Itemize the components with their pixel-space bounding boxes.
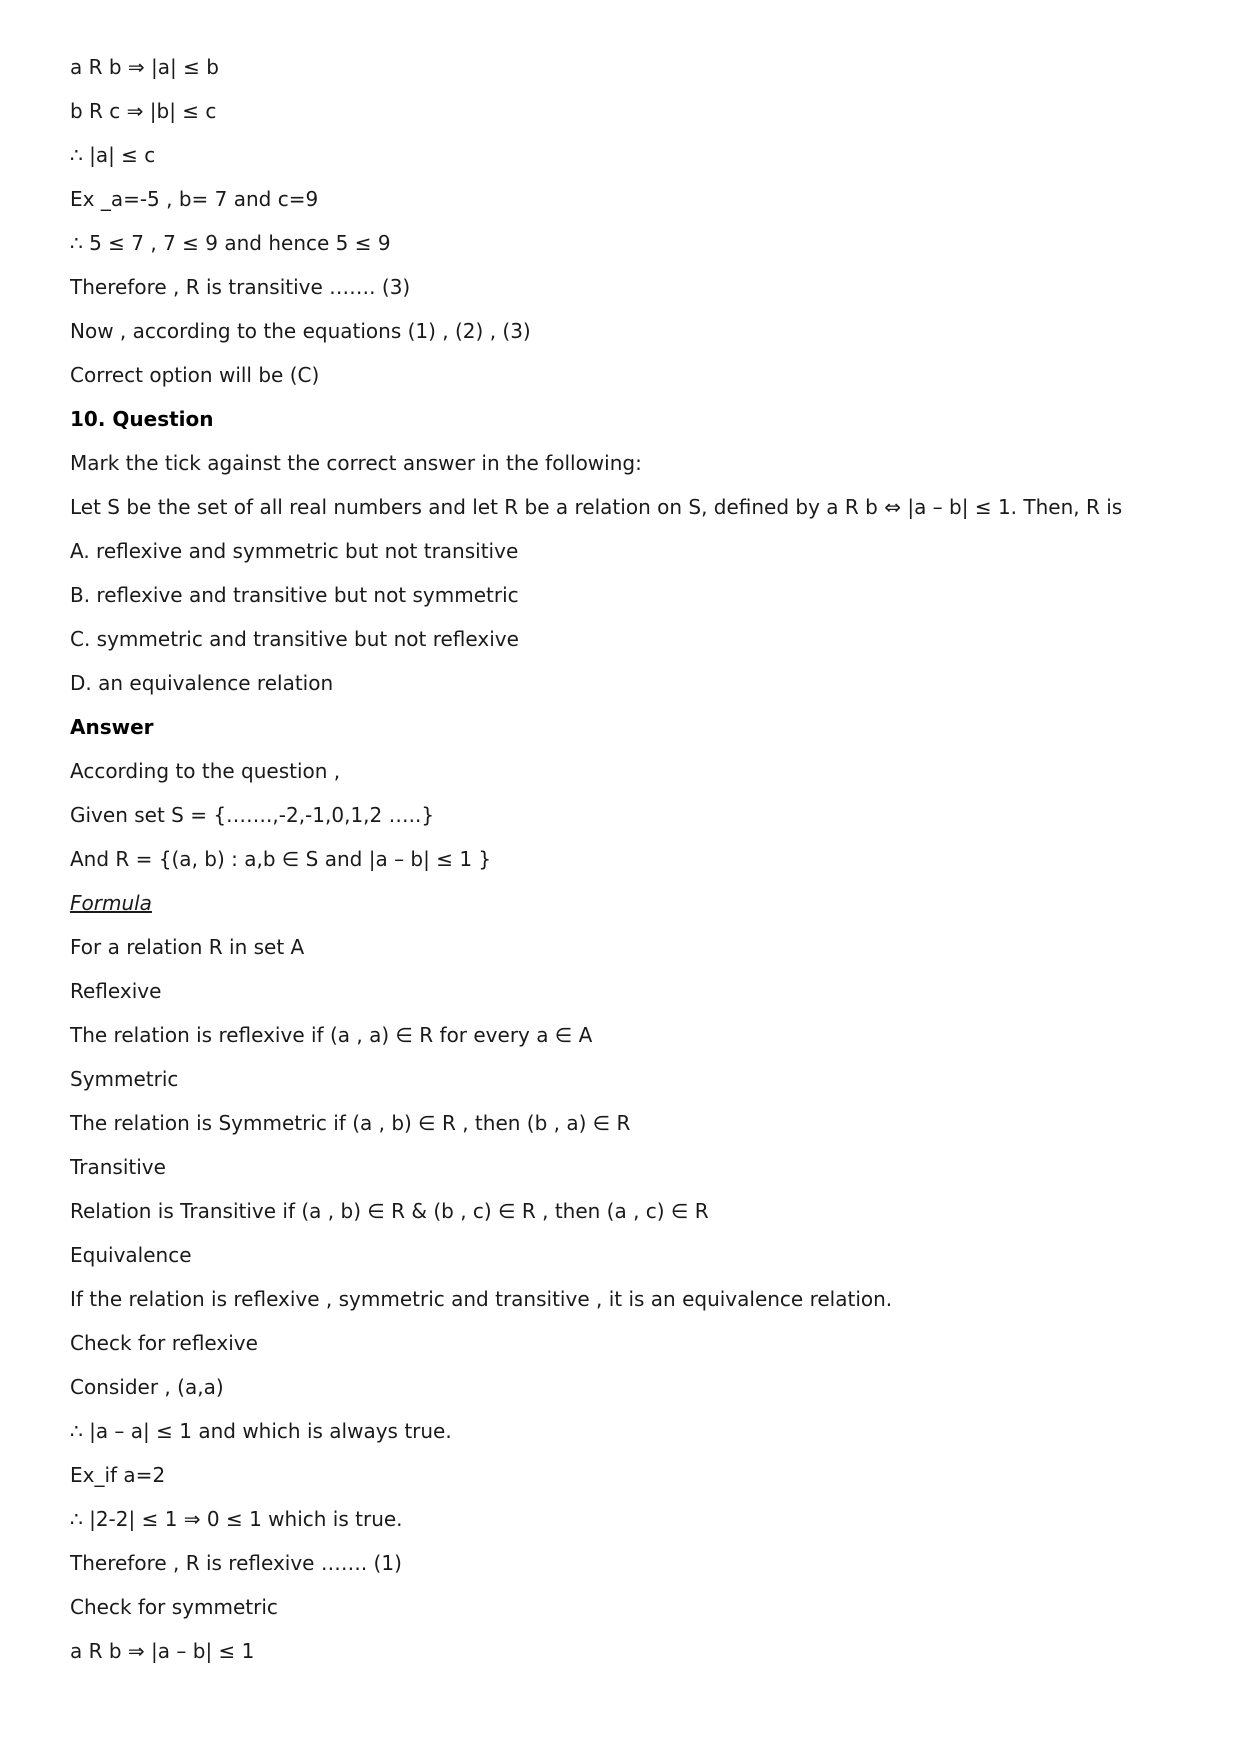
text-line: Ex _a=-5 , b= 7 and c=9 [70, 187, 319, 211]
document-body [70, 55, 1200, 1683]
text-line: b R c ⇒ |b| ≤ c [70, 99, 217, 123]
text-line: For a relation R in set A [70, 935, 305, 959]
text-line: Therefore , R is transitive ……. (3) [70, 275, 411, 299]
text-line: Equivalence [70, 1243, 192, 1267]
text-line: Therefore , R is reflexive ……. (1) [70, 1551, 402, 1575]
text-line: ∴ 5 ≤ 7 , 7 ≤ 9 and hence 5 ≤ 9 [70, 231, 391, 255]
text-line: ∴ |a – a| ≤ 1 and which is always true. [70, 1419, 452, 1443]
formula-heading: Formula [70, 891, 152, 915]
text-line: According to the question , [70, 759, 341, 783]
answer-heading: Answer [70, 715, 154, 739]
text-line: Given set S = {…….,-2,-1,0,1,2 …..} [70, 803, 435, 827]
option-d: D. an equivalence relation [70, 671, 334, 695]
text-line: a R b ⇒ |a – b| ≤ 1 [70, 1639, 255, 1663]
text-line: The relation is reflexive if (a , a) ∈ R for every a ∈ A [70, 1023, 593, 1047]
question-instruction: Mark the tick against the correct answer in the following: [70, 451, 642, 475]
question-statement: Let S be the set of all real numbers and let R be a relation on S, defined by a R b ⇔ |a – b| ≤ 1. Then, R is [70, 495, 1123, 519]
text-line: If the relation is reflexive , symmetric and transitive , it is an equivalence relation. [70, 1287, 893, 1311]
text-line: Ex_if a=2 [70, 1463, 166, 1487]
text-line: a R b ⇒ |a| ≤ b [70, 55, 219, 79]
text-line: Transitive [70, 1155, 166, 1179]
text-line: And R = {(a, b) : a,b ∈ S and |a – b| ≤ 1 } [70, 847, 492, 871]
text-line: Reflexive [70, 979, 162, 1003]
text-line: The relation is Symmetric if (a , b) ∈ R , then (b , a) ∈ R [70, 1111, 631, 1135]
text-line: Now , according to the equations (1) , (2) , (3) [70, 319, 531, 343]
option-b: B. reflexive and transitive but not symmetric [70, 583, 519, 607]
option-a: A. reflexive and symmetric but not transitive [70, 539, 519, 563]
text-line: Consider , (a,a) [70, 1375, 224, 1399]
text-line: Check for reflexive [70, 1331, 258, 1355]
text-line: Symmetric [70, 1067, 179, 1091]
text-line: Check for symmetric [70, 1595, 278, 1619]
text-line: Correct option will be (C) [70, 363, 320, 387]
text-line: ∴ |2-2| ≤ 1 ⇒ 0 ≤ 1 which is true. [70, 1507, 403, 1531]
text-line: Relation is Transitive if (a , b) ∈ R & (b , c) ∈ R , then (a , c) ∈ R [70, 1199, 709, 1223]
question-heading: 10. Question [70, 407, 214, 431]
text-line: ∴ |a| ≤ c [70, 143, 156, 167]
option-c: C. symmetric and transitive but not reflexive [70, 627, 519, 651]
